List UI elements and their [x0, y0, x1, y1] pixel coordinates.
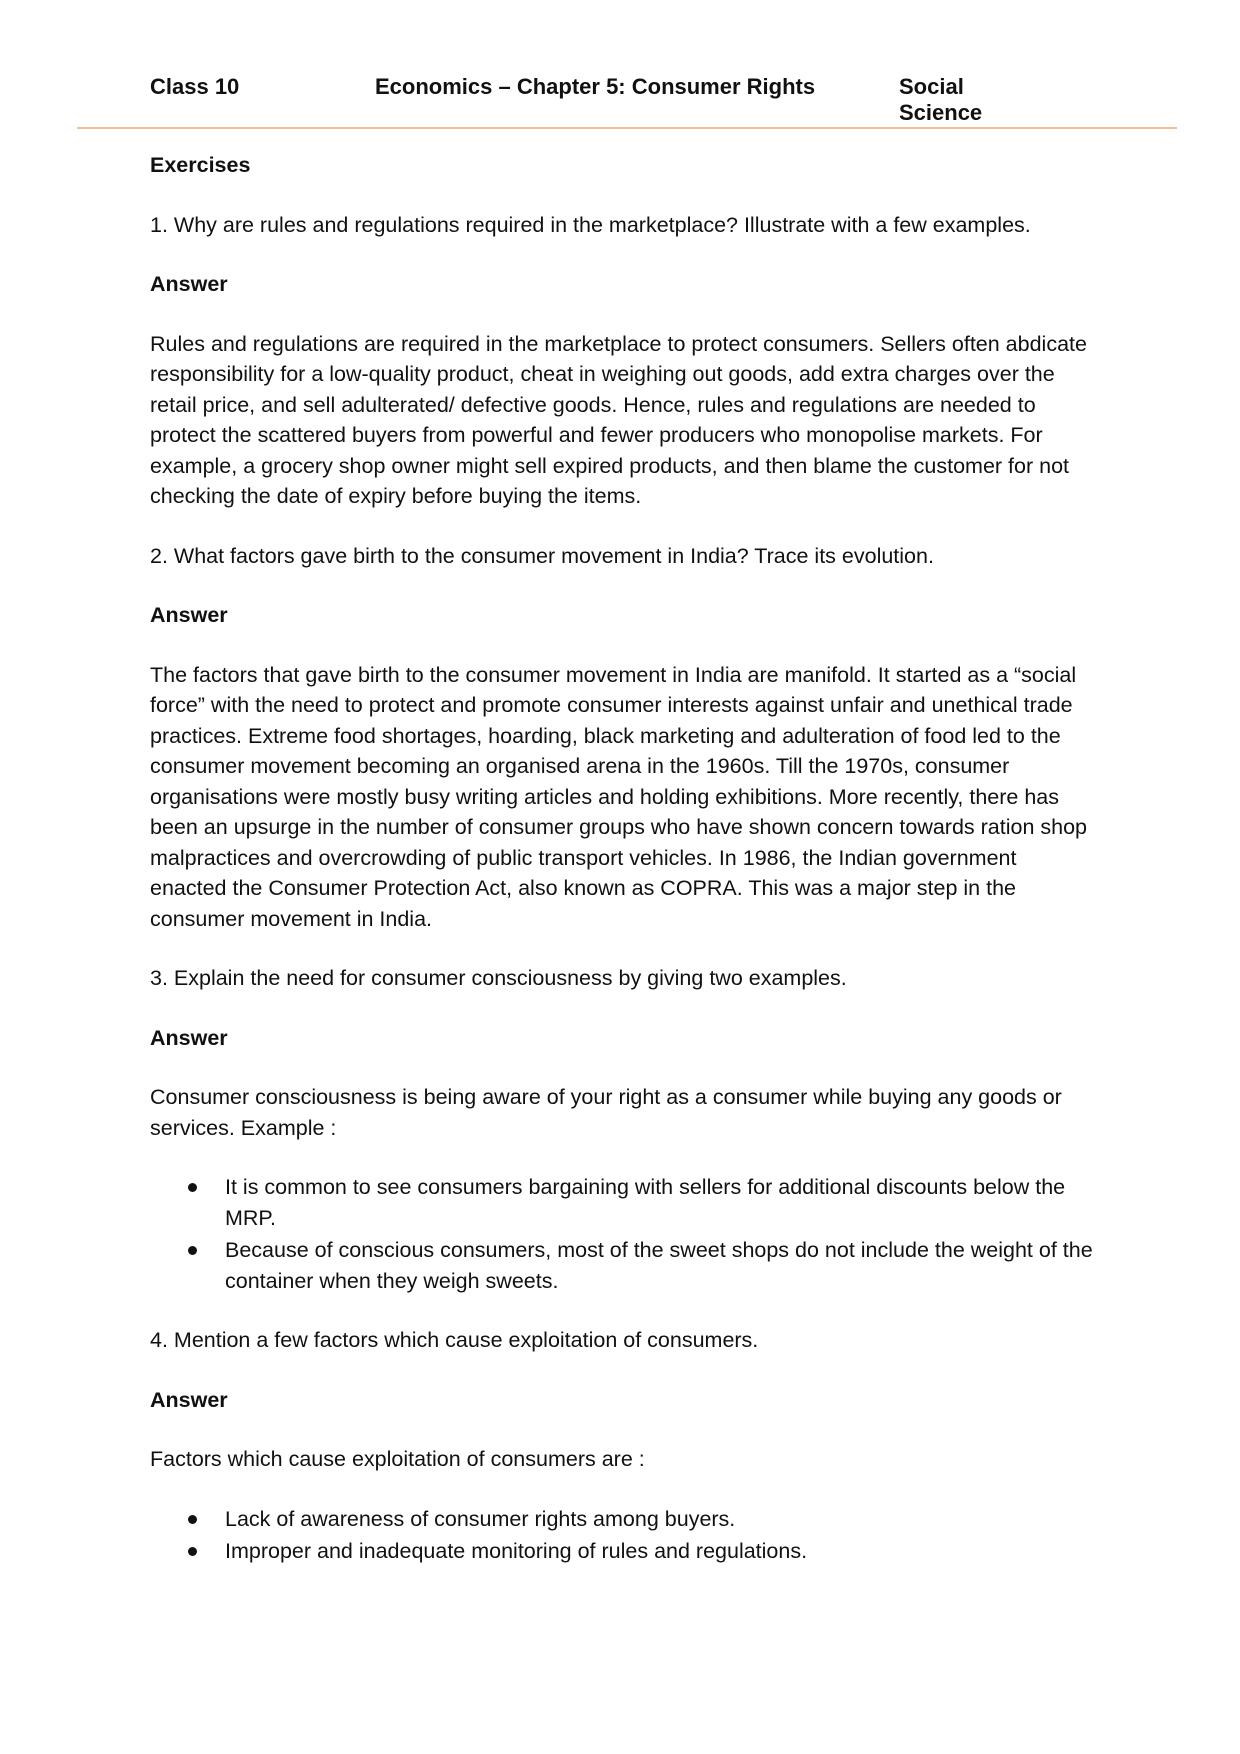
- list-item: [225, 1172, 1095, 1233]
- question-2: 2. What factors gave birth to the consumer movement in India? Trace its evolution.: [150, 543, 934, 568]
- answer-4-bullet-list: [150, 1504, 1095, 1567]
- document-body: [150, 150, 1095, 1596]
- answer-1: Rules and regulations are required in the marketplace to protect consumers. Sellers often abdicate responsibility for a low-quality product, cheat in weighing out goods, add extra charges over the retail price, and sell adulterated/ defective goods. Hence, rules and regulations are needed to protect the scattered buyers from powerful and fewer producers who monopolise markets. For example, a grocery shop owner might sell expired products, and then blame the customer for not checking the date of expiry before buying the items.: [150, 331, 1087, 508]
- list-item: [225, 1536, 1095, 1567]
- list-item-text: It is common to see consumers bargaining with sellers for additional discounts below the MRP.: [225, 1175, 1066, 1230]
- page-header: [150, 74, 1050, 125]
- list-item-text: Lack of awareness of consumer rights among buyers.: [225, 1506, 736, 1531]
- answer-label-4: Answer: [150, 1387, 228, 1412]
- answer-label-1: Answer: [150, 272, 228, 296]
- header-class-label: Class 10: [150, 74, 240, 99]
- header-subject-label: Social Science: [899, 74, 983, 125]
- list-item-text: Improper and inadequate monitoring of rules and regulations.: [225, 1539, 808, 1563]
- answer-label-2: Answer: [150, 603, 228, 627]
- question-4: 4. Mention a few factors which cause exploitation of consumers.: [150, 1328, 759, 1352]
- list-item-text: Because of conscious consumers, most of the sweet shops do not include the weight of the container when they weigh sweets.: [225, 1238, 1093, 1293]
- question-1: 1. Why are rules and regulations required in the marketplace? Illustrate with a few examples.: [150, 212, 1031, 237]
- header-chapter-title: Economics – Chapter 5: Consumer Rights: [375, 74, 816, 99]
- list-item: [225, 1504, 1095, 1535]
- section-title: Exercises: [150, 153, 251, 177]
- bullet-icon: [188, 1246, 197, 1255]
- header-divider: [77, 127, 1177, 129]
- answer-2: The factors that gave birth to the consumer movement in India are manifold. It started as a “social force” with the need to protect and promote consumer interests against unfair and unethical trade practices. Extreme food shortages, hoarding, black marketing and adulteration of food led to the consumer movement becoming an organised arena in the 1960s. Till the 1970s, consumer organisations were mostly busy writing articles and holding exhibitions. More recently, there has been an upsurge in the number of consumer groups who have shown concern towards ration shop malpractices and overcrowding of public transport vehicles. In 1986, the Indian government enacted the Consumer Protection Act, also known as COPRA. This was a major step in the consumer movement in India.: [150, 662, 1088, 931]
- question-3: 3. Explain the need for consumer consciousness by giving two examples.: [150, 966, 847, 990]
- bullet-icon: [188, 1183, 197, 1192]
- answer-3: Consumer consciousness is being aware of your right as a consumer while buying any goods or services. Example :: [150, 1085, 1062, 1140]
- answer-4: Factors which cause exploitation of consumers are :: [150, 1447, 645, 1471]
- answer-3-bullet-list: [150, 1172, 1095, 1296]
- list-item: [225, 1235, 1095, 1296]
- answer-label-3: Answer: [150, 1025, 228, 1050]
- bullet-icon: [188, 1515, 197, 1524]
- bullet-icon: [188, 1547, 197, 1556]
